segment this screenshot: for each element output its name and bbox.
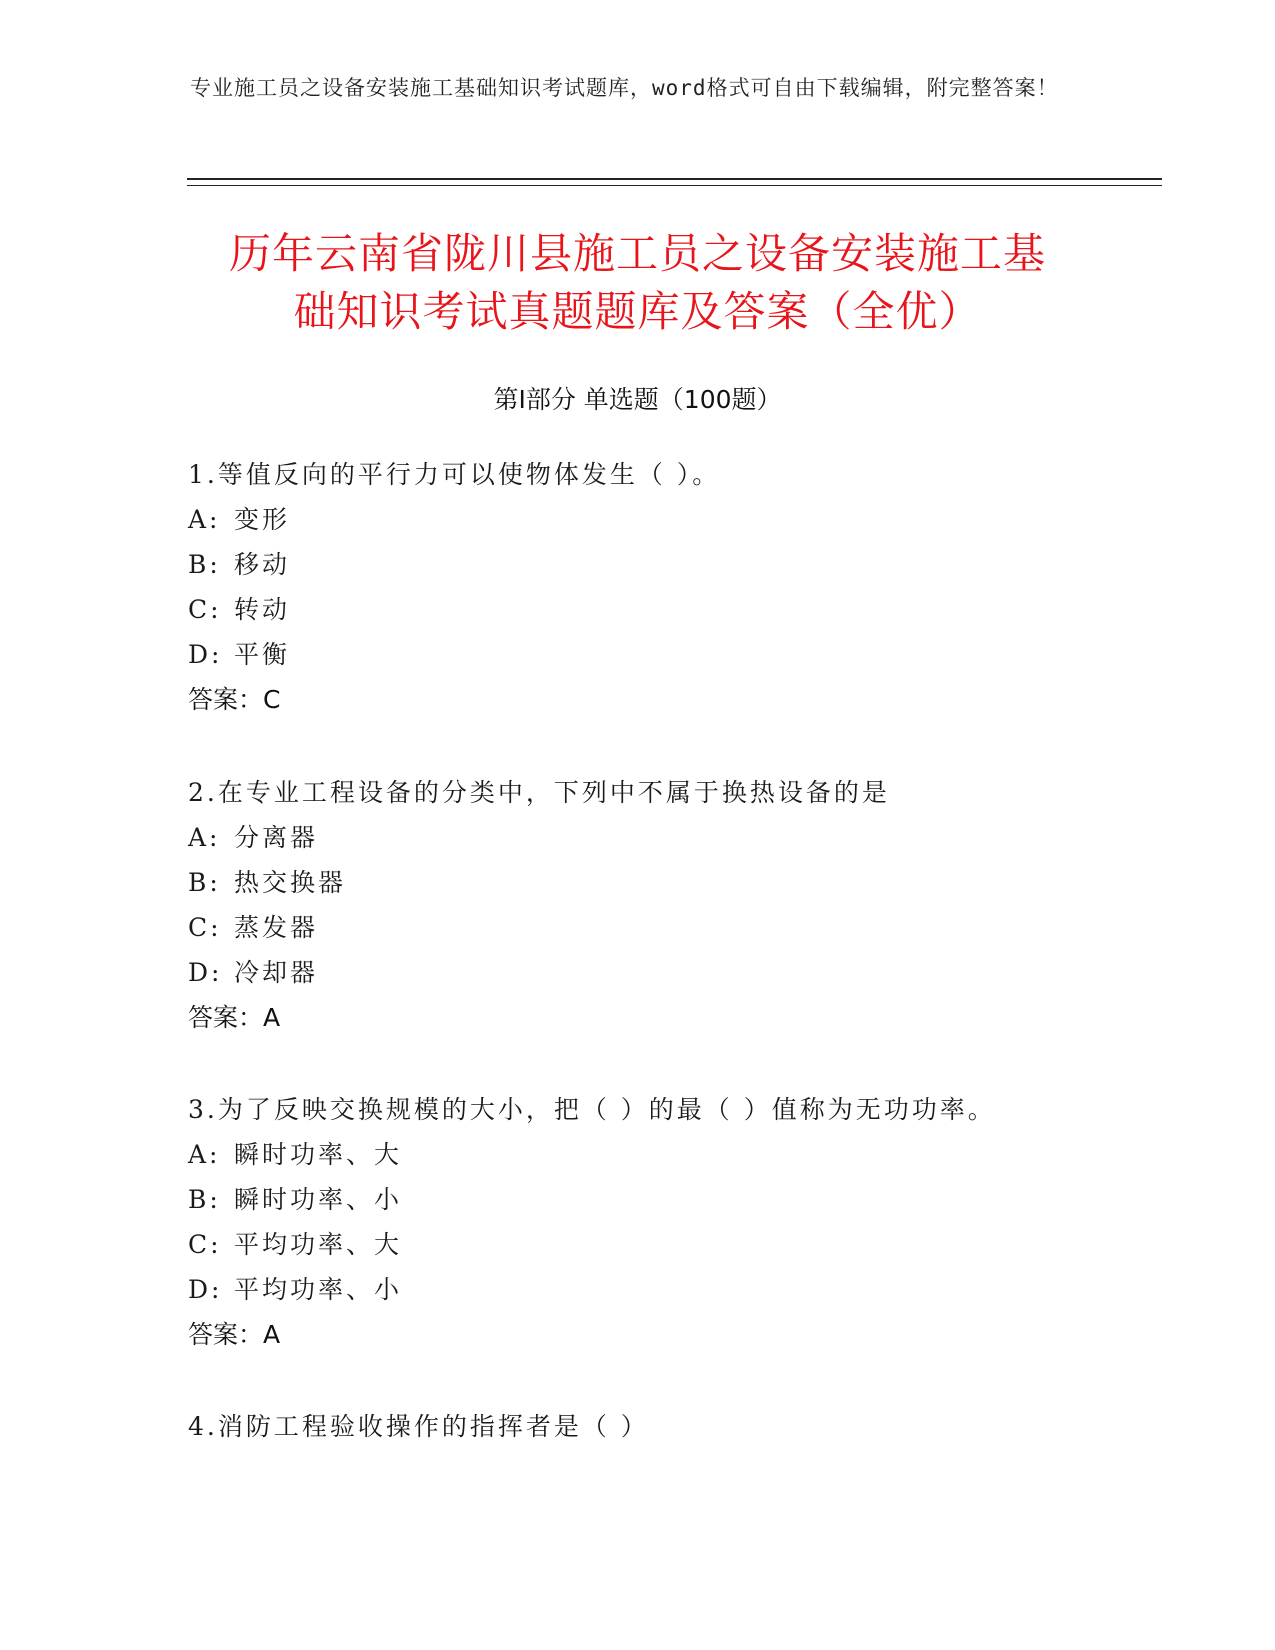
answer: 答案：A bbox=[188, 1003, 281, 1032]
option-c bbox=[188, 594, 1118, 639]
option-b bbox=[188, 867, 1118, 912]
answer: 答案：A bbox=[188, 1320, 281, 1349]
option-text: 转动 bbox=[234, 595, 291, 624]
option-letter: B: bbox=[188, 1185, 221, 1214]
option-letter: D: bbox=[188, 958, 223, 987]
header-rule-thick bbox=[187, 178, 1162, 180]
question-text: 4.消防工程验收操作的指挥者是（ ） bbox=[188, 1412, 649, 1441]
question-1 bbox=[188, 459, 1118, 729]
option-b bbox=[188, 549, 1118, 594]
header-note: 专业施工员之设备安装施工基础知识考试题库，word格式可自由下载编辑，附完整答案！ bbox=[190, 76, 1059, 100]
option-text: 瞬时功率、小 bbox=[234, 1185, 403, 1214]
option-letter: D: bbox=[188, 1275, 223, 1304]
option-text: 冷却器 bbox=[234, 958, 319, 987]
option-text: 变形 bbox=[234, 505, 291, 534]
option-letter: A: bbox=[188, 1140, 221, 1169]
option-letter: B: bbox=[188, 868, 221, 897]
question-4 bbox=[188, 1411, 1118, 1456]
option-a bbox=[188, 504, 1118, 549]
answer: 答案：C bbox=[188, 685, 281, 714]
option-letter: B: bbox=[188, 550, 221, 579]
option-text: 分离器 bbox=[234, 823, 319, 852]
question-3 bbox=[188, 1094, 1118, 1364]
option-d bbox=[188, 639, 1118, 684]
question-text: 3.为了反映交换规模的大小，把（ ）的最（ ）值称为无功功率。 bbox=[188, 1095, 996, 1124]
option-text: 热交换器 bbox=[234, 868, 347, 897]
option-letter: A: bbox=[188, 823, 221, 852]
header-rule-thin bbox=[187, 185, 1162, 186]
question-text: 2.在专业工程设备的分类中，下列中不属于换热设备的是 bbox=[188, 778, 890, 807]
section-title: 第Ⅰ部分 单选题（100题） bbox=[493, 385, 782, 414]
option-c bbox=[188, 1229, 1118, 1274]
document-title bbox=[160, 225, 1115, 341]
question-text: 1.等值反向的平行力可以使物体发生（ ）。 bbox=[188, 460, 721, 489]
document-title-line-1: 历年云南省陇川县施工员之设备安装施工基 bbox=[228, 229, 1046, 278]
option-d bbox=[188, 957, 1118, 1002]
option-letter: D: bbox=[188, 640, 223, 669]
option-c bbox=[188, 912, 1118, 957]
option-letter: C: bbox=[188, 595, 222, 624]
option-letter: C: bbox=[188, 913, 222, 942]
option-text: 平均功率、小 bbox=[234, 1275, 403, 1304]
option-b bbox=[188, 1184, 1118, 1229]
option-letter: C: bbox=[188, 1230, 222, 1259]
question-2 bbox=[188, 777, 1118, 1047]
option-text: 蒸发器 bbox=[234, 913, 319, 942]
option-text: 瞬时功率、大 bbox=[234, 1140, 403, 1169]
option-d bbox=[188, 1274, 1118, 1319]
option-text: 平均功率、大 bbox=[234, 1230, 403, 1259]
option-letter: A: bbox=[188, 505, 221, 534]
option-a bbox=[188, 1139, 1118, 1184]
option-a bbox=[188, 822, 1118, 867]
option-text: 平衡 bbox=[234, 640, 291, 669]
option-text: 移动 bbox=[234, 550, 291, 579]
document-title-line-2: 础知识考试真题题库及答案（全优） bbox=[293, 287, 982, 336]
